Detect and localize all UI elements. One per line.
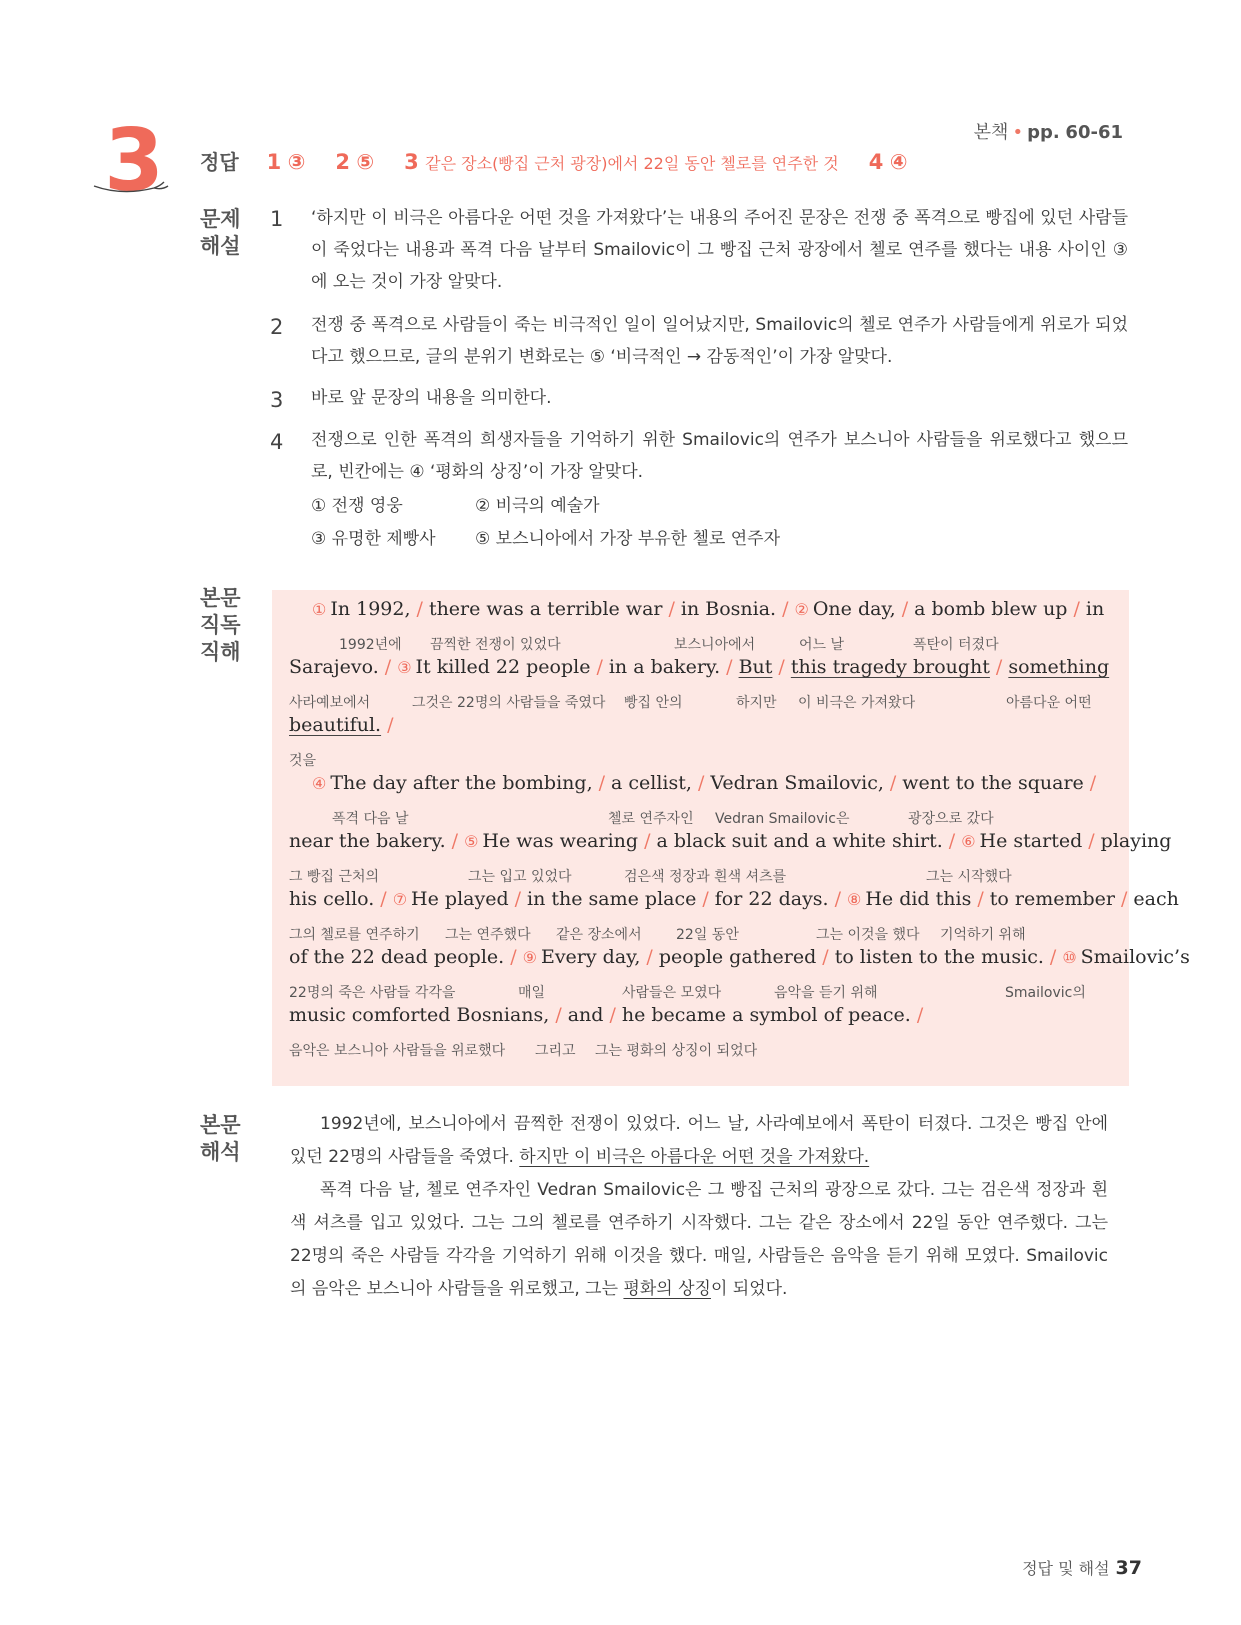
- gloss: 매일: [518, 985, 546, 1001]
- gloss: 그는 평화의 상징이 되었다: [595, 1043, 758, 1059]
- chunk: a cellist,: [611, 772, 692, 794]
- chunk: and: [567, 1004, 604, 1026]
- passage-label-line3: 직해: [200, 640, 241, 664]
- gloss: 사람들은 모였다: [622, 985, 722, 1001]
- answer-4-number: 4: [868, 150, 884, 174]
- gloss: 빵집 안의: [624, 695, 683, 711]
- answer-2: ⑤: [356, 150, 375, 174]
- explanation-label-line2: 해설: [200, 234, 241, 258]
- passage-row-8-en: music comforted Bosnians, / and / he became a symbol of peace. /: [289, 1004, 924, 1026]
- gloss: 하지만: [736, 695, 777, 711]
- chunk: He did this: [865, 888, 972, 910]
- translation-text: 1992년에, 보스니아에서 끔찍한 전쟁이 있었다. 어느 날, 사라예보에서 폭탄이 터졌다. 그것은 빵집 안에 있던 22명의 사람들을 죽였다.: [290, 1114, 1108, 1167]
- gloss: 22명의 죽은 사람들 각각을: [289, 985, 456, 1001]
- chunk: in a bakery.: [608, 656, 721, 678]
- chunk: a black suit and a white shirt.: [656, 830, 943, 852]
- passage-row-7-en: of the 22 dead people. / ⑨ Every day, / people gathered / to listen to the music. / ⑩ Smailovic’s: [289, 946, 1190, 968]
- explanation-item-3-text: 바로 앞 문장의 내용을 의미한다.: [311, 388, 552, 408]
- sentence-number: ⑥: [961, 832, 976, 851]
- gloss: 그는 시작했다: [926, 869, 1012, 885]
- gloss: 그는 입고 있었다: [468, 869, 572, 885]
- chunk: One day,: [812, 598, 896, 620]
- chunk: in: [1085, 598, 1105, 620]
- passage-label-line2: 직독: [200, 613, 241, 637]
- sentence-number: ⑧: [847, 890, 862, 909]
- gloss: 그는 이것을 했다: [816, 927, 920, 943]
- choice-1: ① 전쟁 영웅: [311, 496, 403, 516]
- passage-row-2-en: Sarajevo. / ③ It killed 22 people / in a bakery. / But / this tragedy brought / something: [289, 656, 1110, 678]
- chunk: He played: [411, 888, 509, 910]
- gloss: 기억하기 위해: [940, 927, 1026, 943]
- chunk: in the same place: [527, 888, 697, 910]
- explanation-item-4-text: 전쟁으로 인한 폭격의 희생자들을 기억하기 위한 Smailovic의 연주가 보스니아 사람들을 위로했다고 했으므로, 빈칸에는 ④ ‘평화의 상징’이 가장 알맞다.: [311, 430, 1128, 482]
- explanation-item-2-number: 2: [270, 315, 284, 339]
- gloss: 1992년에: [339, 637, 402, 653]
- translation-label-line1: 본문: [200, 1113, 241, 1137]
- answer-3: 같은 장소(빵집 근처 광장)에서 22일 동안 첼로를 연주한 것: [425, 154, 839, 173]
- gloss: 음악을 듣기 위해: [774, 985, 878, 1001]
- choice-2: ② 비극의 예술가: [475, 496, 600, 516]
- explanation-item-2-text: 전쟁 중 폭격으로 사람들이 죽는 비극적인 일이 일어났지만, Smailovic의 첼로 연주가 사람들에게 위로가 되었다고 했으므로, 글의 분위기 변화로는 ⑤ ‘비극적인 → 감동적인’이 가장 알맞다.: [311, 315, 1128, 367]
- chunk: Every day,: [540, 946, 641, 968]
- translation-paragraph-2: [290, 1174, 1108, 1306]
- chunk: near the bakery.: [289, 830, 446, 852]
- sentence-number: ⑦: [392, 890, 408, 909]
- gloss: 검은색 정장과 흰색 셔츠를: [624, 869, 787, 885]
- chunk-underlined: this tragedy brought: [790, 656, 990, 678]
- explanation-item-3-number: 3: [270, 388, 284, 412]
- chunk: In 1992,: [330, 598, 411, 620]
- dot-separator: •: [1012, 122, 1024, 143]
- explanation-item-1-text: ‘하지만 이 비극은 아름다운 어떤 것을 가져왔다’는 내용의 주어진 문장은 전쟁 중 폭격으로 빵집에 있던 사람들이 죽었다는 내용과 폭격 다음 날부터 Smailovic이 그 빵집 근처 광장에서 첼로 연주를 했다는 내용 사이인 ③에 오는 것이 가장 알맞다.: [311, 208, 1128, 292]
- swoosh-decoration: [92, 180, 172, 200]
- answer-3-number: 3: [404, 150, 419, 174]
- translation-underlined: 하지만 이 비극은 아름다운 어떤 것을 가져왔다.: [519, 1147, 870, 1167]
- chunk: music comforted Bosnians,: [289, 1004, 550, 1026]
- gloss: 그리고: [535, 1043, 576, 1059]
- chunk: there was a terrible war: [428, 598, 663, 620]
- choice-3: ③ 유명한 제빵사: [311, 529, 436, 549]
- pages-prefix: pp.: [1027, 122, 1060, 143]
- gloss: 폭격 다음 날: [332, 811, 409, 827]
- chunk: went to the square: [902, 772, 1084, 794]
- footer-label: 정답 및 해설: [1022, 1559, 1110, 1578]
- gloss: 것을: [289, 753, 317, 769]
- chunk: a bomb blew up: [914, 598, 1068, 620]
- sentence-number: ②: [794, 600, 809, 619]
- passage-box: [272, 590, 1190, 1086]
- chunk: Sarajevo.: [289, 656, 379, 678]
- gloss: 보스니아에서: [674, 637, 756, 653]
- gloss: 22일 동안: [676, 927, 739, 943]
- chunk-underlined: something: [1008, 656, 1110, 678]
- chunk: he became a symbol of peace.: [621, 1004, 911, 1026]
- gloss: 끔찍한 전쟁이 있었다: [430, 637, 561, 653]
- gloss: 광장으로 갔다: [908, 811, 994, 827]
- gloss: 음악은 보스니아 사람들을 위로했다: [289, 1043, 506, 1059]
- passage-row-3-en: beautiful. /: [289, 714, 394, 736]
- chunk: people gathered: [658, 946, 817, 968]
- chunk: to listen to the music.: [834, 946, 1044, 968]
- sentence-number: ①: [312, 600, 327, 619]
- chunk: each: [1133, 888, 1179, 910]
- chunk-underlined: beautiful.: [289, 714, 382, 736]
- book-label: 본책: [973, 122, 1009, 143]
- gloss: 그는 연주했다: [445, 927, 531, 943]
- section-number: 3: [104, 118, 164, 202]
- sentence-number: ③: [397, 658, 412, 677]
- translation-body: [290, 1108, 1108, 1306]
- chunk: playing: [1100, 830, 1172, 852]
- explanation-item-4-number: 4: [270, 430, 284, 454]
- pages-range: 60-61: [1065, 122, 1123, 143]
- gloss: 같은 장소에서: [556, 927, 642, 943]
- chunk: Vedran Smailovic,: [710, 772, 884, 794]
- passage-row-5-en: near the bakery. / ⑤ He was wearing / a black suit and a white shirt. / ⑥ He started / playing: [289, 830, 1172, 852]
- chunk-underlined: But: [738, 656, 773, 678]
- gloss: Vedran Smailovic은: [715, 811, 850, 827]
- sentence-number: ⑤: [464, 832, 479, 851]
- chunk: for 22 days.: [714, 888, 829, 910]
- gloss: 그것은 22명의 사람들을 죽였다: [412, 695, 606, 711]
- answers-label: 정답: [200, 150, 239, 174]
- gloss: 어느 날: [799, 637, 845, 653]
- page-number: 37: [1115, 1557, 1142, 1579]
- chunk: The day after the bombing,: [330, 772, 593, 794]
- gloss: 첼로 연주자인: [608, 811, 694, 827]
- explanation-label-line1: 문제: [200, 207, 241, 231]
- translation-underlined: 평화의 상징: [623, 1279, 711, 1299]
- chunk: He was wearing: [482, 830, 639, 852]
- choice-5: ⑤ 보스니아에서 가장 부유한 첼로 연주자: [475, 529, 781, 549]
- explanation-item-1-number: 1: [270, 207, 284, 231]
- sentence-number: ④: [312, 774, 327, 793]
- translation-label: [200, 1112, 250, 1166]
- passage-row-6-en: his cello. / ⑦ He played / in the same place / for 22 days. / ⑧ He did this / to remember / each: [289, 888, 1179, 910]
- page-footer: [1022, 1556, 1142, 1579]
- gloss: 사라예보에서: [289, 695, 371, 711]
- translation-paragraph-1: [290, 1108, 1108, 1174]
- gloss: 폭탄이 터졌다: [913, 637, 999, 653]
- explanation-label: [200, 206, 250, 260]
- page-reference: [974, 118, 1123, 144]
- translation-text: 이 되었다.: [710, 1279, 788, 1299]
- chunk: He started: [979, 830, 1083, 852]
- passage-row-4-en: ④ The day after the bombing, / a cellist, / Vedran Smailovic, / went to the square /: [312, 772, 1097, 794]
- answer-1: ③: [287, 150, 306, 174]
- chunk: his cello.: [289, 888, 375, 910]
- passage-label-line1: 본문: [200, 586, 241, 610]
- answer-1-number: 1: [266, 150, 282, 174]
- gloss: 그의 첼로를 연주하기: [289, 927, 420, 943]
- answers-row: [200, 146, 908, 175]
- chunk: Smailovic’s: [1080, 946, 1190, 968]
- sentence-number: ⑨: [522, 948, 537, 967]
- passage-row-1-en: ① In 1992, / there was a terrible war / in Bosnia. / ② One day, / a bomb blew up / in: [312, 598, 1105, 620]
- sentence-number: ⑩: [1062, 948, 1077, 967]
- answer-4: ④: [889, 150, 908, 174]
- chunk: in Bosnia.: [680, 598, 777, 620]
- answer-2-number: 2: [335, 150, 351, 174]
- chunk: of the 22 dead people.: [289, 946, 505, 968]
- chunk: It killed 22 people: [415, 656, 591, 678]
- gloss: 아름다운 어떤: [1006, 695, 1092, 711]
- gloss: 이 비극은 가져왔다: [798, 695, 916, 711]
- chunk: to remember: [989, 888, 1115, 910]
- translation-text: 폭격 다음 날, 첼로 연주자인 Vedran Smailovic은 그 빵집 근처의 광장으로 갔다. 그는 검은색 정장과 흰색 셔츠를 입고 있었다. 그는 그의 첼로를 연주하기 시작했다. 그는 같은 장소에서 22일 동안 연주했다. 그는 22명의 죽은 사람들 각각을 기억하기 위해 이것을 했다. 매일, 사람들은 음악을 듣기 위해 모였다. Smailovic의 음악은 보스니아 사람들을 위로했고, 그는: [290, 1180, 1108, 1299]
- gloss: 그 빵집 근처의: [289, 869, 380, 885]
- gloss: Smailovic의: [1005, 985, 1086, 1001]
- passage-label: [200, 585, 250, 666]
- translation-label-line2: 해석: [200, 1140, 241, 1164]
